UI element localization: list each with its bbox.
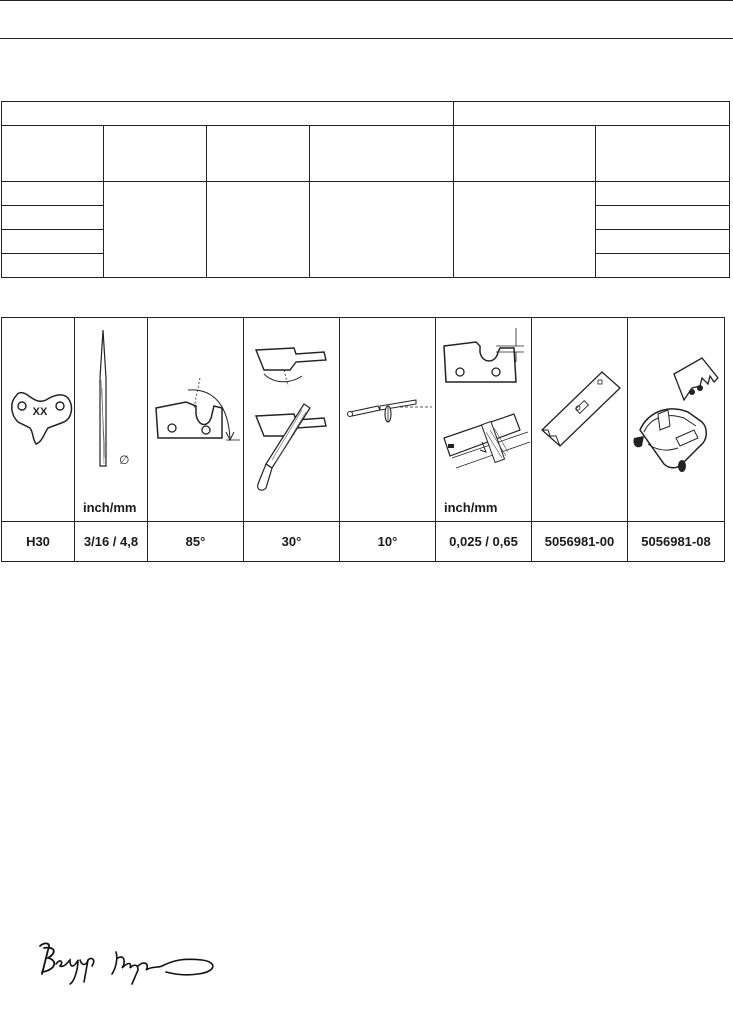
spec-col-header	[207, 126, 310, 182]
spec-cell-merged	[207, 182, 310, 278]
cutter-top-plate-angle-icon	[148, 318, 243, 521]
chain-id-cell	[2, 318, 75, 522]
spec-col-header	[104, 126, 207, 182]
depth-gauge-cell	[436, 318, 532, 522]
sharpening-tool-table	[1, 317, 725, 562]
file-tilt-cell	[340, 318, 436, 522]
chain-id-mark-icon	[2, 318, 74, 521]
file-size-value: 3/16 / 4,8	[75, 522, 148, 562]
top-plate-angle-cell	[148, 318, 244, 522]
depth-gauge-tool-icon	[532, 318, 627, 521]
depth-tool-part-number: 5056981-00	[532, 522, 628, 562]
file-tilt-value: 10°	[340, 522, 436, 562]
handwritten-signature	[34, 938, 224, 988]
spec-col-header	[454, 126, 596, 182]
spec-cell	[2, 230, 104, 254]
depth-gauge-value: 0,025 / 0,65	[436, 522, 532, 562]
spec-cell	[596, 254, 730, 278]
header-bottom-rule	[0, 38, 733, 39]
file-guide-part-number: 5056981-08	[628, 522, 725, 562]
chain-id-value: H30	[2, 522, 75, 562]
filing-angle-cell	[244, 318, 340, 522]
spec-group-header-right	[454, 102, 730, 126]
spec-col-header	[2, 126, 104, 182]
diameter-symbol: ∅	[119, 453, 130, 467]
spec-cell-merged	[310, 182, 454, 278]
id-mark-text: XX	[32, 406, 48, 418]
depth-tool-cell	[532, 318, 628, 522]
spec-cell	[2, 206, 104, 230]
depth-unit-label: inch/mm	[444, 500, 498, 515]
chain-bar-spec-table	[1, 101, 730, 278]
spec-cell	[596, 230, 730, 254]
depth-gauge-setting-icon	[436, 318, 531, 521]
top-plate-angle-value: 85°	[148, 522, 244, 562]
spec-col-header	[596, 126, 730, 182]
spec-cell	[2, 182, 104, 206]
file-guide-tool-icon	[628, 318, 724, 521]
spec-cell-merged	[454, 182, 596, 278]
spec-cell	[2, 254, 104, 278]
round-file-icon	[75, 318, 147, 521]
file-guide-cell	[628, 318, 725, 522]
filing-angle-icon	[244, 318, 339, 521]
file-tilt-angle-icon	[340, 318, 435, 521]
spec-cell-merged	[104, 182, 207, 278]
spec-cell	[596, 182, 730, 206]
filing-angle-value: 30°	[244, 522, 340, 562]
spec-cell	[596, 206, 730, 230]
header-top-rule	[0, 0, 733, 1]
file-size-cell	[75, 318, 148, 522]
spec-group-header-left	[2, 102, 454, 126]
file-unit-label: inch/mm	[83, 500, 137, 515]
spec-col-header	[310, 126, 454, 182]
